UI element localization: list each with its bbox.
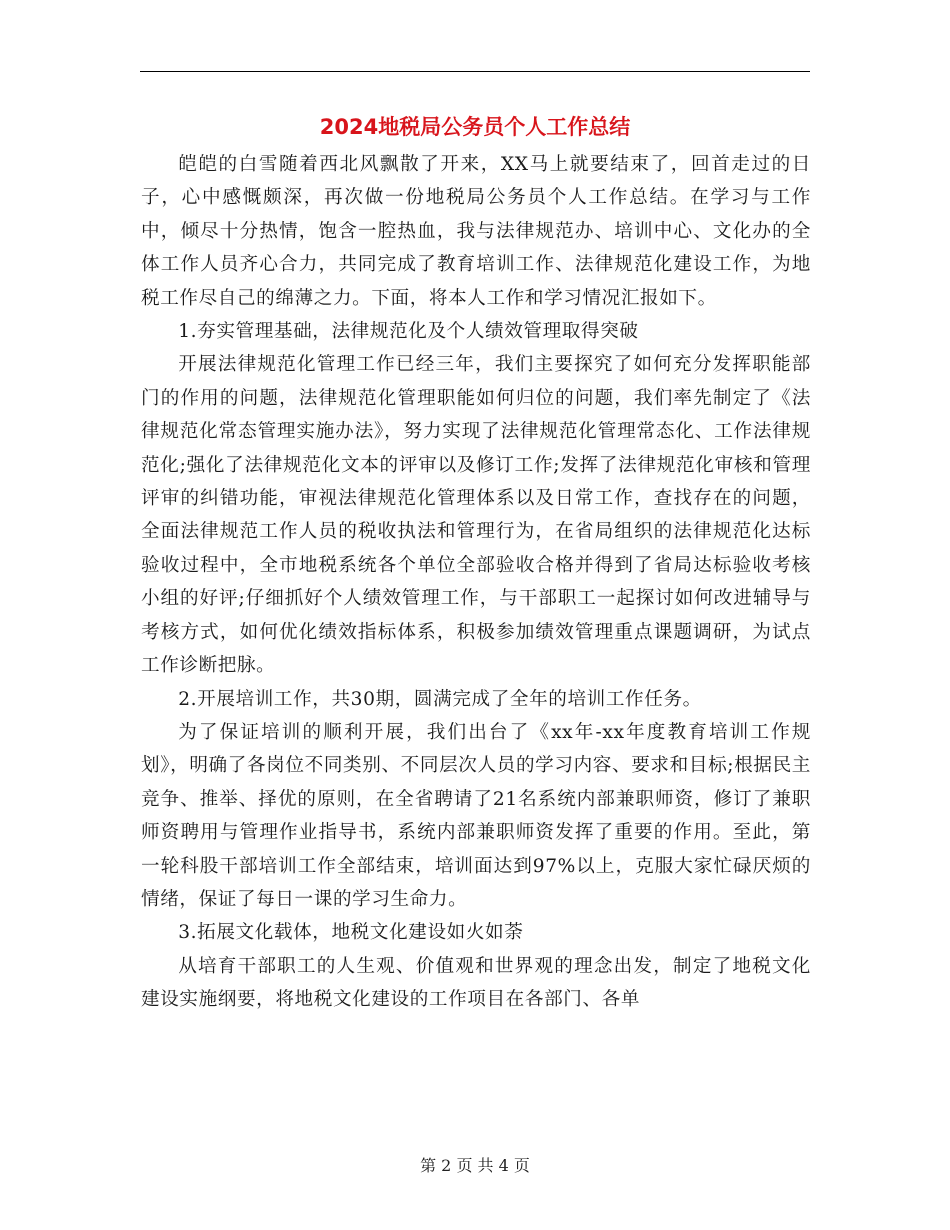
section-heading-3: 3.拓展文化载体，地税文化建设如火如荼 xyxy=(178,922,524,944)
section-heading-1: 1.夯实管理基础，法律规范化及个人绩效管理取得突破 xyxy=(178,321,639,343)
section-heading-2: 2.开展培训工作，共30期，圆满完成了全年的培训工作任务。 xyxy=(178,688,702,710)
section-3-paragraph: 从培育干部职工的人生观、价值观和世界观的理念出发，制定了地税文化建设实施纲要，将地税文化建设的工作项目在各部门、各单 xyxy=(141,955,811,1011)
document-body xyxy=(141,148,811,1017)
header-rule xyxy=(140,71,810,72)
section-2-paragraph: 为了保证培训的顺利开展，我们出台了《xx年-xx年度教育培训工作规划》，明确了各岗位不同类别、不同层次人员的学习内容、要求和目标;根据民主竞争、推举、择优的原则，在全省聘请了21名系统内部兼职师资，修订了兼职师资聘用与管理作业指导书，系统内部兼职师资发挥了重要的作用。至此，第一轮科股干部培训工作全部结束，培训面达到97%以上，克服大家忙碌厌烦的情绪，保证了每日一课的学习生命力。 xyxy=(141,721,811,910)
document-title: 2024地税局公务员个人工作总结 xyxy=(319,115,631,139)
section-1-paragraph: 开展法律规范化管理工作已经三年，我们主要探究了如何充分发挥职能部门的作用的问题，法律规范化管理职能如何归位的问题，我们率先制定了《法律规范化常态管理实施办法》，努力实现了法律规范化管理常态化、工作法律规范化;强化了法律规范化文本的评审以及修订工作;发挥了法律规范化审核和管理评审的纠错功能，审视法律规范化管理体系以及日常工作，查找存在的问题，全面法律规范工作人员的税收执法和管理行为，在省局组织的法律规范化达标验收过程中，全市地税系统各个单位全部验收合格并得到了省局达标验收考核小组的好评;仔细抓好个人绩效管理工作，与干部职工一起探讨如何改进辅导与考核方式，如何优化绩效指标体系，积极参加绩效管理重点课题调研，为试点工作诊断把脉。 xyxy=(141,354,811,677)
intro-paragraph: 皑皑的白雪随着西北风飘散了开来，XX马上就要结束了，回首走过的日子，心中感慨颇深，再次做一份地税局公务员个人工作总结。在学习与工作中，倾尽十分热情，饱含一腔热血，我与法律规范办、培训中心、文化办的全体工作人员齐心合力，共同完成了教育培训工作、法律规范化建设工作，为地税工作尽自己的绵薄之力。下面，将本人工作和学习情况汇报如下。 xyxy=(141,154,811,309)
page-number: 第 2 页 共 4 页 xyxy=(420,1156,530,1175)
